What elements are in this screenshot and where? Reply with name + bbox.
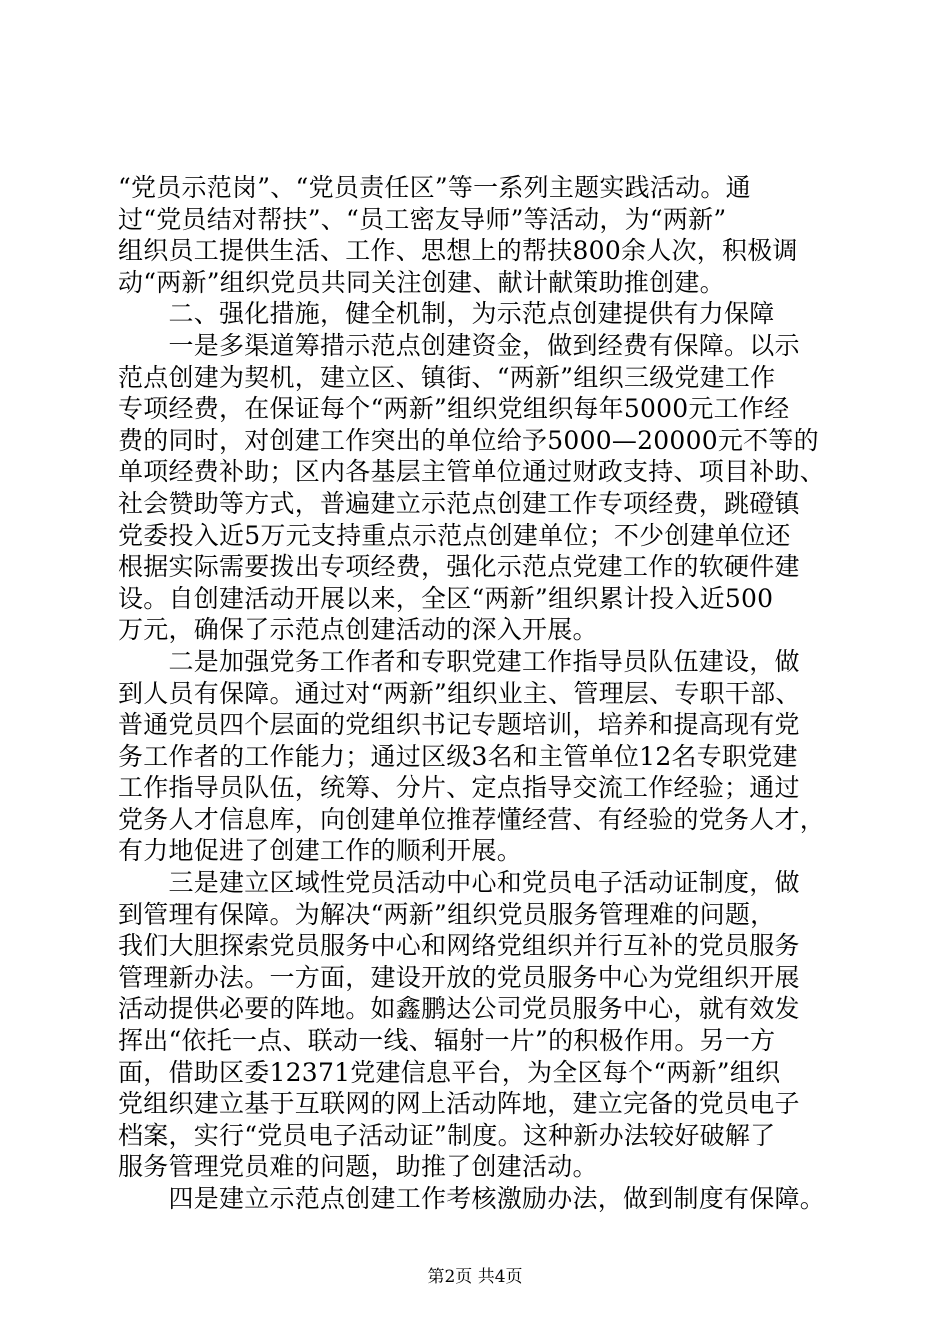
text-line: 三是建立区域性党员活动中心和党员电子活动证制度，做 — [118, 868, 800, 898]
page-footer: 第2页 共4页 — [427, 1267, 523, 1287]
text-line: 到人员有保障。通过对“两新”组织业主、管理层、专职干部、 — [118, 678, 801, 708]
text-line: 普通党员四个层面的党组织书记专题培训，培养和提高现有党 — [118, 710, 800, 740]
text-line: 费的同时，对创建工作突出的单位给予5000—20000元不等的 — [118, 425, 819, 455]
text-line: 社会赞助等方式，普遍建立示范点创建工作专项经费，跳磴镇 — [118, 488, 800, 518]
text-line: 四是建立示范点创建工作考核激励办法，做到制度有保障。 — [118, 1184, 826, 1213]
text-line: 挥出“依托一点、联动一线、辐射一片”的积极作用。另一方 — [118, 1026, 776, 1056]
text-line: 动“两新”组织党员共同关注创建、献计献策助推创建。 — [118, 267, 725, 297]
text-line: 活动提供必要的阵地。如鑫鹏达公司党员服务中心，就有效发 — [118, 994, 800, 1024]
text-line: 一是多渠道筹措示范点创建资金，做到经费有保障。以示 — [118, 330, 800, 360]
text-line: 范点创建为契机，建立区、镇街、“两新”组织三级党建工作 — [118, 362, 776, 392]
text-line: 单项经费补助；区内各基层主管单位通过财政支持、项目补助、 — [118, 457, 826, 487]
text-line: 面，借助区委12371党建信息平台，为全区每个“两新”组织 — [118, 1057, 781, 1087]
text-line: 党务人才信息库，向创建单位推荐懂经营、有经验的党务人才， — [118, 804, 826, 834]
text-line: 设。自创建活动开展以来，全区“两新”组织累计投入近500 — [118, 583, 774, 613]
text-line: “党员示范岗”、“党员责任区”等一系列主题实践活动。通 — [118, 173, 751, 202]
text-line: 有力地促进了创建工作的顺利开展。 — [118, 836, 523, 866]
text-line: 到管理有保障。为解决“两新”组织党员服务管理难的问题， — [118, 899, 776, 929]
text-line: 档案，实行“党员电子活动证”制度。这种新办法较好破解了 — [118, 1120, 776, 1150]
text-line: 工作指导员队伍，统筹、分片、定点指导交流工作经验；通过 — [118, 773, 800, 803]
text-line: 服务管理党员难的问题，助推了创建活动。 — [118, 1152, 598, 1182]
text-line: 二是加强党务工作者和专职党建工作指导员队伍建设，做 — [118, 646, 800, 676]
text-line: 我们大胆探索党员服务中心和网络党组织并行互补的党员服务 — [118, 931, 800, 961]
text-line: 党委投入近5万元支持重点示范点创建单位；不少创建单位还 — [118, 520, 791, 550]
text-line: 二、强化措施，健全机制，为示范点创建提供有力保障 — [118, 299, 775, 329]
body-text — [118, 172, 858, 1215]
text-line: 万元，确保了示范点创建活动的深入开展。 — [118, 615, 598, 645]
text-line: 组织员工提供生活、工作、思想上的帮扶800余人次，积极调 — [118, 236, 798, 266]
text-line: 管理新办法。一方面，建设开放的党员服务中心为党组织开展 — [118, 962, 800, 992]
text-line: 专项经费，在保证每个“两新”组织党组织每年5000元工作经 — [118, 394, 790, 424]
text-line: 务工作者的工作能力；通过区级3名和主管单位12名专职党建 — [118, 741, 798, 771]
text-line: 根据实际需要拨出专项经费，强化示范点党建工作的软硬件建 — [118, 552, 800, 582]
text-line: 过“党员结对帮扶”、“员工密友导师”等活动，为“两新” — [118, 204, 727, 234]
text-line: 党组织建立基于互联网的网上活动阵地，建立完备的党员电子 — [118, 1089, 800, 1119]
